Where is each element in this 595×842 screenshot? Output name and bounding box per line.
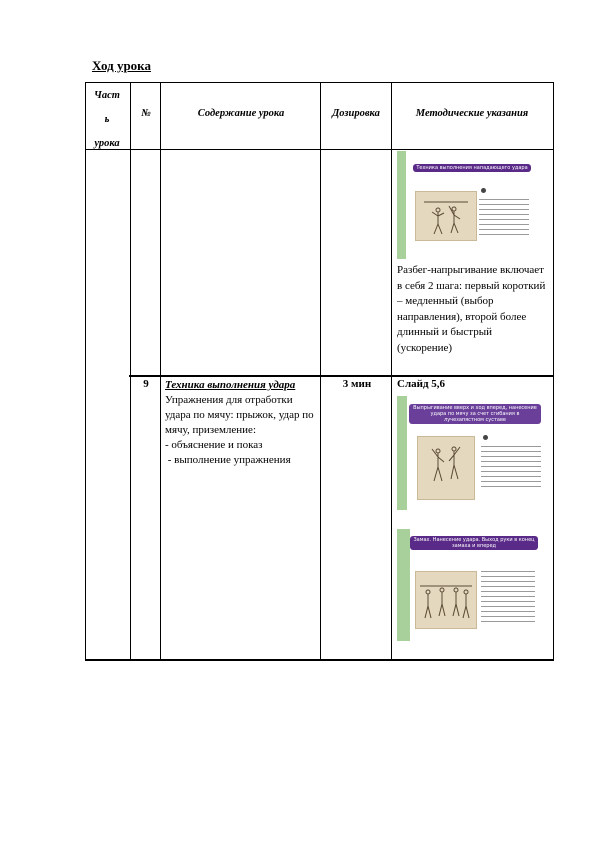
col-divider-4 — [391, 82, 392, 661]
slide-thumbnail-6 — [397, 529, 542, 641]
header-content: Содержание урока — [197, 108, 285, 119]
col-divider-2 — [160, 82, 161, 661]
col-divider-1 — [130, 82, 131, 661]
slide-accent-bar — [397, 529, 410, 641]
ball-icon — [481, 188, 486, 193]
row2-content-title: Техника выполнения удара — [165, 379, 296, 391]
header-part — [87, 84, 127, 156]
slide-title: Техника выполнения нападающего удара — [413, 164, 531, 172]
row2-dosage: 3 мин — [342, 378, 372, 390]
slide-title: Замах. Нанесение удара. Выход руки в конец замаха и вперед — [410, 536, 538, 550]
header-part-line: урока — [94, 138, 120, 149]
row2-content-line: Упражнения для отработки удара по мячу: прыжок, удар по мячу, приземление: — [165, 394, 314, 436]
header-number: № — [141, 108, 151, 119]
header-method: Методические указания — [415, 108, 529, 119]
row2-method-text: Слайд 5,6 — [397, 378, 446, 390]
table-right-border — [553, 82, 554, 661]
row2-content-line: - объяснение и показ — [165, 439, 263, 451]
row2-content — [165, 378, 320, 468]
table-left-border — [85, 82, 86, 661]
slide-accent-bar — [397, 151, 406, 259]
slide-photo — [415, 191, 477, 241]
slide-photo — [417, 436, 475, 500]
volleyball-players-image — [418, 437, 474, 499]
row2-content-line: - выполнение упражнения — [165, 454, 291, 466]
row2-number: 9 — [143, 378, 149, 390]
slide-thumbnail-1 — [397, 151, 537, 259]
slide-note — [481, 442, 541, 490]
slide-title: Выпрыгивание вверх и ход вперед, нанесение удара по мячу за счет сгибания в лучезапястном суставе — [409, 404, 541, 424]
slide-thumbnail-5 — [397, 396, 549, 510]
header-part-line: Част — [94, 90, 120, 101]
row1-method-text: Разбег-напрыгивание включает в себя 2 шага: первый короткий – медленный (выбор направления), второй более длинный и быстрый (ускорение) — [397, 264, 546, 354]
volleyball-players-image — [416, 192, 476, 240]
col-divider-3 — [320, 82, 321, 661]
slide-note — [479, 195, 529, 235]
slide-accent-bar — [397, 396, 407, 510]
volleyball-players-image — [416, 572, 476, 628]
header-dosage: Дозировка — [332, 108, 380, 119]
ball-icon — [483, 435, 488, 440]
slide-note — [481, 567, 535, 623]
slide-photo — [415, 571, 477, 629]
header-part-line: ь — [104, 114, 110, 125]
page-heading: Ход урока — [92, 58, 151, 73]
